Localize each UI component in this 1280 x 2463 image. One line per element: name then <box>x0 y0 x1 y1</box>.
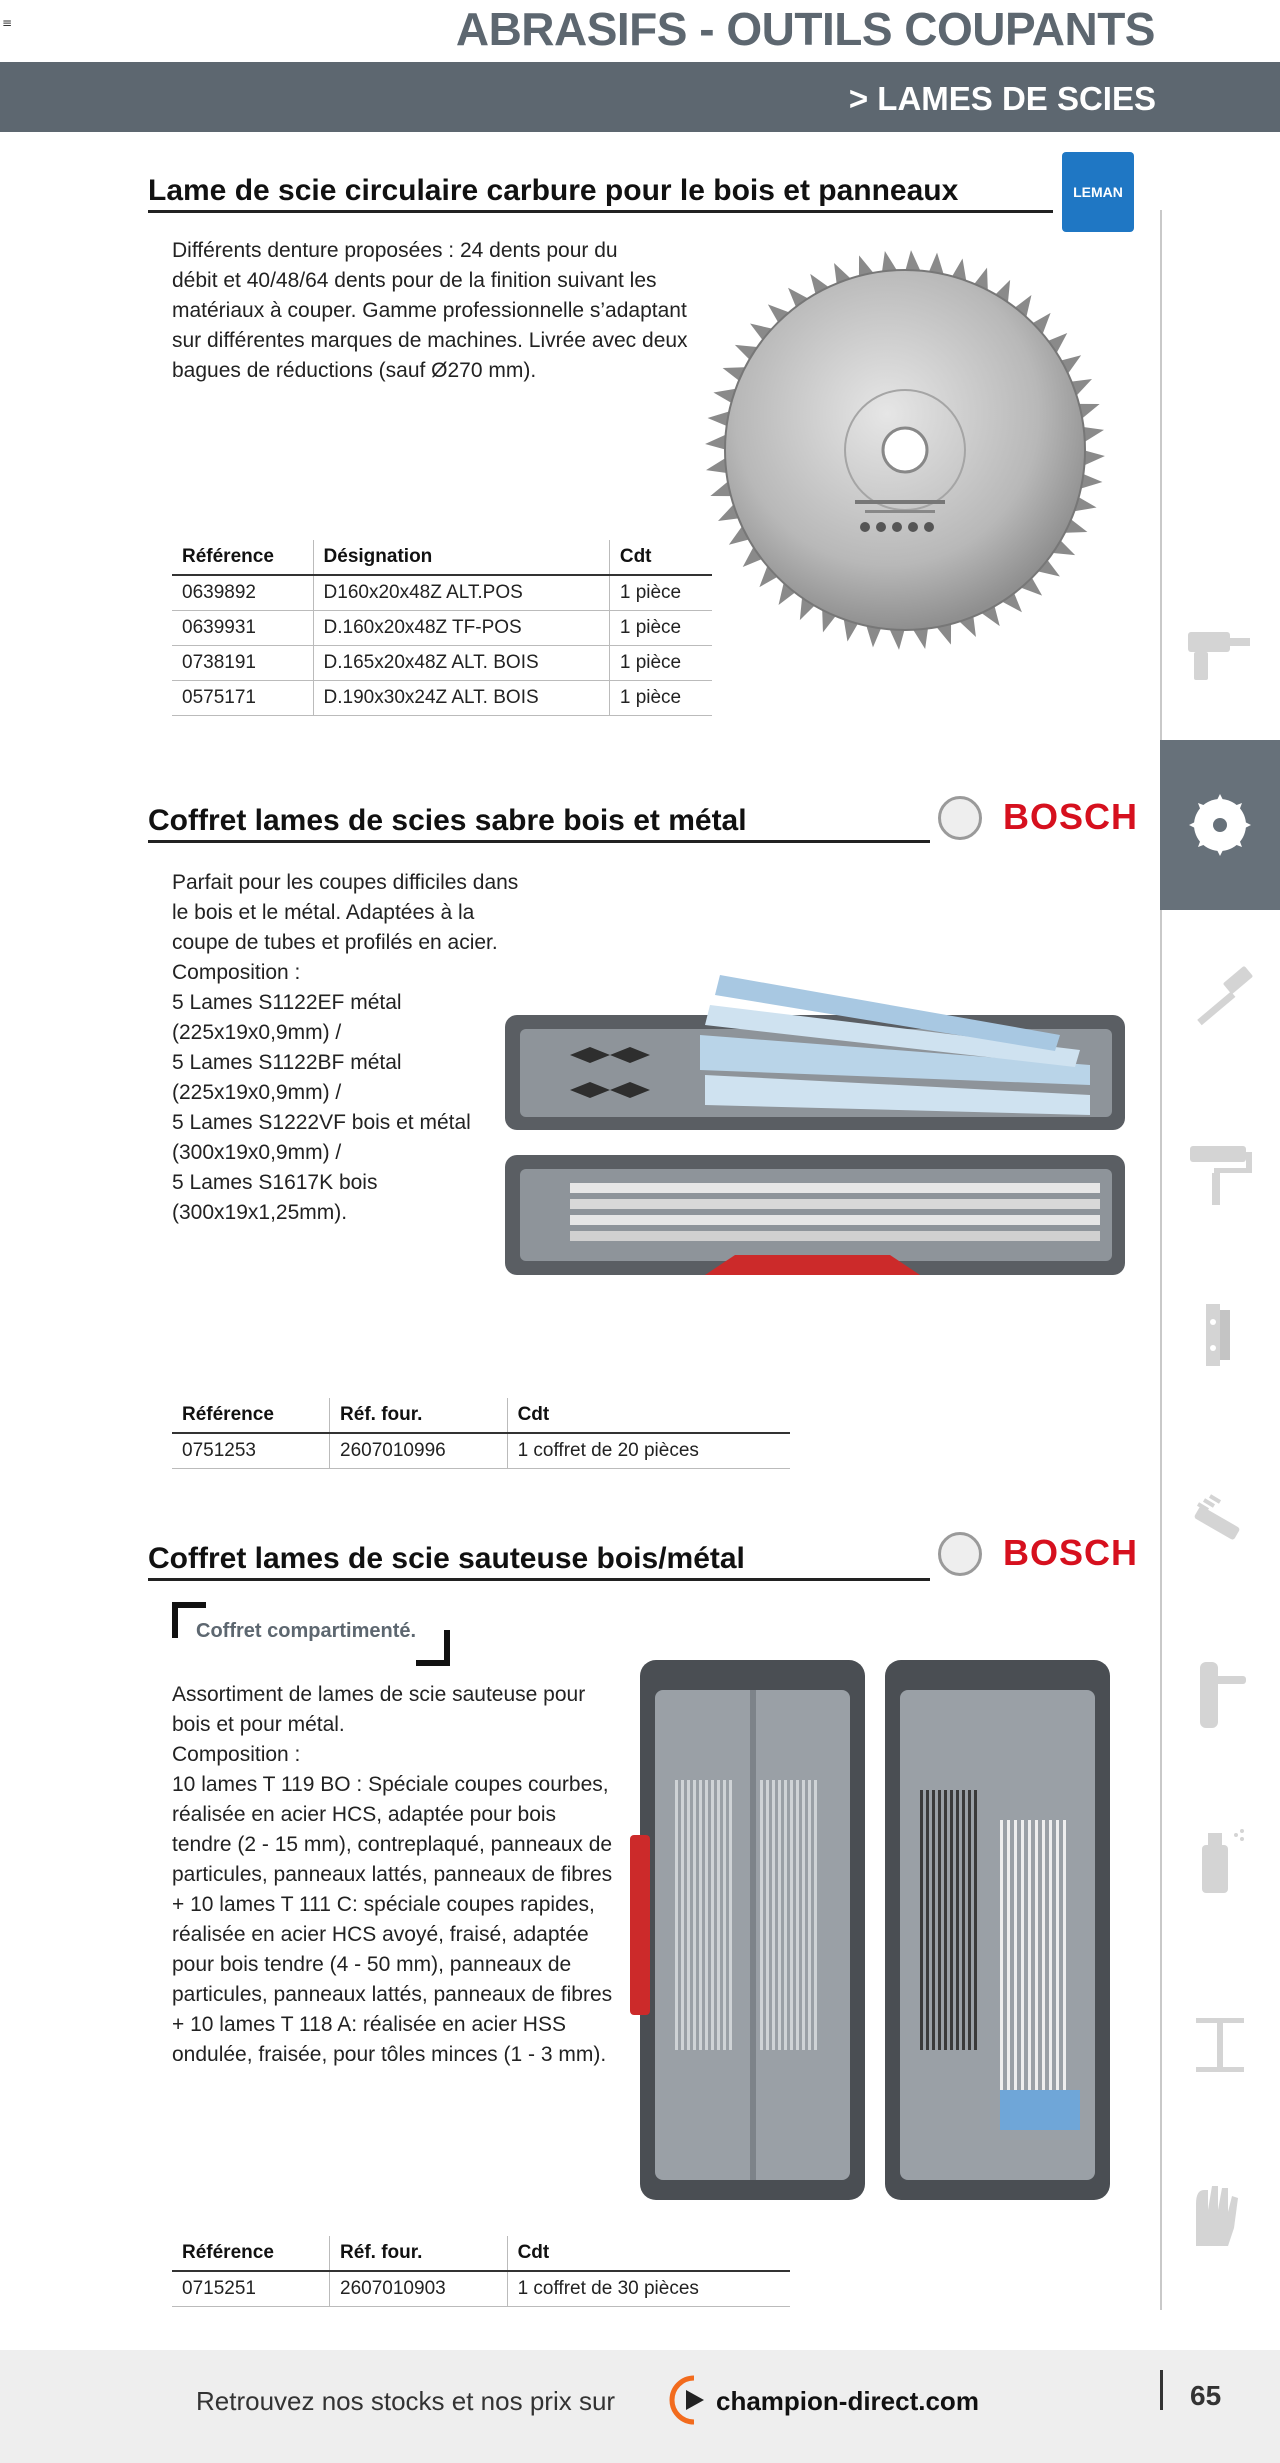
jigsaw-blade <box>1063 1820 1066 2090</box>
jigsaw-blade <box>711 1780 714 2050</box>
jigsaw-blade <box>938 1790 941 2050</box>
jigsaw-blade <box>760 1780 763 2050</box>
table-row: 0575171 D.190x30x24Z ALT. BOIS 1 pièce <box>172 681 712 716</box>
table-row: 0738191 D.165x20x48Z ALT. BOIS 1 pièce <box>172 646 712 681</box>
jigsaw-blade <box>772 1780 775 2050</box>
column-header: Cdt <box>507 1398 790 1433</box>
sidebar-rail <box>1160 210 1162 2310</box>
jigsaw-blade <box>705 1780 708 2050</box>
door-handle-icon[interactable] <box>1180 1660 1260 1730</box>
section-2-description: Parfait pour les coupes difficiles dans le bois et le métal. Adaptées à la coupe de tubes et profilés en acier. Composition : 5 Lames S1122EF métal (225x19x0,9mm) / 5 Lames S1122BF métal (225x19x0,9mm) / 5 Lames S1222VF bois et métal (300x19x0,9mm) / 5 Lames S1617K bois (300x19x1,25mm). <box>172 871 519 1224</box>
jigsaw-blade <box>778 1780 781 2050</box>
note-bracket-bottom-right <box>416 1630 450 1666</box>
jigsaw-blade <box>1035 1820 1038 2090</box>
section-2-table <box>172 1398 790 1469</box>
jigsaw-blade <box>814 1780 817 2050</box>
table-header-row <box>172 2236 790 2271</box>
steel-beam-icon[interactable] <box>1180 2010 1260 2080</box>
footer <box>0 2350 1280 2463</box>
section-2-title: Coffret lames de scies sabre bois et métal <box>148 804 747 837</box>
table-row: 0639892 D160x20x48Z ALT.POS 1 pièce <box>172 575 712 611</box>
jigsaw-blade <box>675 1780 678 2050</box>
jigsaw-blade <box>729 1780 732 2050</box>
jigsaw-blade <box>920 1790 923 2050</box>
bosch-logo-icon <box>938 796 982 840</box>
leman-logo: LEMAN <box>1062 152 1134 232</box>
column-header: Référence <box>172 1398 330 1433</box>
jigsaw-blade <box>950 1790 953 2050</box>
website-link[interactable]: champion-direct.com <box>716 2386 979 2416</box>
table-row: 0639931 D.160x20x48Z TF-POS 1 pièce <box>172 611 712 646</box>
footer-divider <box>1160 2370 1163 2410</box>
saw-blade-icon[interactable] <box>1180 790 1260 860</box>
jigsaw-blade <box>968 1790 971 2050</box>
jigsaw-blade <box>681 1780 684 2050</box>
drill-icon[interactable] <box>1180 620 1260 690</box>
column-header: Désignation <box>313 540 609 575</box>
jigsaw-blade <box>802 1780 805 2050</box>
jigsaw-blade <box>796 1780 799 2050</box>
screw-anchor-icon[interactable] <box>1180 1490 1260 1560</box>
subcategory-title: > LAMES DE SCIES <box>848 80 1156 117</box>
column-header: Réf. four. <box>330 1398 508 1433</box>
section-1-underline <box>148 210 1053 213</box>
jigsaw-blade <box>693 1780 696 2050</box>
jigsaw-blade <box>790 1780 793 2050</box>
subcategory-band <box>0 62 1280 132</box>
jigsaw-blade <box>944 1790 947 2050</box>
spray-can-icon[interactable] <box>1180 1825 1260 1895</box>
jigsaw-blade <box>932 1790 935 2050</box>
page-category-title: ABRASIFS - OUTILS COUPANTS <box>455 3 1155 55</box>
section-1-title: Lame de scie circulaire carbure pour le bois et panneaux <box>148 174 959 207</box>
jigsaw-blade <box>956 1790 959 2050</box>
jigsaw-blade <box>723 1780 726 2050</box>
section-3-title: Coffret lames de scie sauteuse bois/métal <box>148 1542 745 1575</box>
column-header: Référence <box>172 2236 330 2271</box>
table-row: 0751253 2607010996 1 coffret de 20 pièces <box>172 1433 790 1469</box>
jigsaw-blade <box>1049 1820 1052 2090</box>
jigsaw-blade <box>1056 1820 1059 2090</box>
table-row: 0715251 2607010903 1 coffret de 30 pièces <box>172 2271 790 2307</box>
section-1-description: Différents denture proposées : 24 dents pour du débit et 40/48/64 dents pour de la finition suivant les matériaux à couper. Gamme professionnelle s’adaptant sur différentes marques de machines. Livrée avec deux bagues de réductions (sauf Ø270 mm). <box>172 239 688 382</box>
bosch-logo-icon <box>938 1532 982 1576</box>
bosch-logo-text: BOSCH <box>1003 796 1139 837</box>
jigsaw-blade <box>717 1780 720 2050</box>
section-3-underline <box>148 1578 930 1581</box>
footer-text: Retrouvez nos stocks et nos prix sur <box>196 2386 616 2416</box>
page-number: 65 <box>1190 2380 1222 2411</box>
case-note: Coffret compartimenté. <box>196 1620 417 1642</box>
jigsaw-blade <box>699 1780 702 2050</box>
jigsaw-blade <box>926 1790 929 2050</box>
section-2-underline <box>148 840 930 843</box>
jigsaw-blade <box>1021 1820 1024 2090</box>
jigsaw-blade <box>766 1780 769 2050</box>
jigsaw-blade <box>1014 1820 1017 2090</box>
hammer-icon[interactable] <box>1180 965 1260 1035</box>
section-3-description: Assortiment de lames de scie sauteuse pour bois et pour métal. Composition : 10 lames T 119 BO : Spéciale coupes courbes, réalisée en acier HCS, adaptée pour bois tendre (2 - 15 mm), contreplaqué, panneaux de particules, panneaux lattés, panneaux de fibres + 10 lames T 111 C: spéciale coupes rapides, réalisée en acier HCS avoyé, fraisé, adaptée pour bois tendre (4 - 50 mm), panneaux de particules, panneaux lattés, panneaux de fibres + 10 lames T 118 A: réalisée en acier HSS ondulée, fraisée, pour tôles minces (1 - 3 mm). <box>172 1683 613 2066</box>
column-header: Réf. four. <box>330 2236 508 2271</box>
jigsaw-blade <box>1000 1820 1003 2090</box>
table-header-row <box>172 540 712 575</box>
jigsaw-blade <box>784 1780 787 2050</box>
jigsaw-blade <box>974 1790 977 2050</box>
jigsaw-blade <box>1028 1820 1031 2090</box>
column-header: Cdt <box>609 540 712 575</box>
door-hinge-icon[interactable] <box>1180 1300 1260 1370</box>
table-header-row <box>172 1398 790 1433</box>
section-3-table <box>172 2236 790 2307</box>
jigsaw-blade <box>1007 1820 1010 2090</box>
menu-icon[interactable]: ≡ <box>2 16 13 30</box>
jigsaw-blade <box>962 1790 965 2050</box>
paint-roller-icon[interactable] <box>1180 1140 1260 1210</box>
jigsaw-blade <box>808 1780 811 2050</box>
section-1-table <box>172 540 712 716</box>
column-header: Référence <box>172 540 313 575</box>
bosch-logo-text: BOSCH <box>1003 1532 1139 1573</box>
champion-direct-logo-icon <box>664 2372 719 2427</box>
sabre-blade-case-image <box>500 955 1130 1355</box>
jigsaw-blade <box>1042 1820 1045 2090</box>
gloves-icon[interactable] <box>1180 2180 1260 2250</box>
jigsaw-blade-case-image <box>630 1650 1120 2210</box>
circular-saw-blade-image <box>705 245 1105 655</box>
column-header: Cdt <box>507 2236 790 2271</box>
jigsaw-blade <box>687 1780 690 2050</box>
